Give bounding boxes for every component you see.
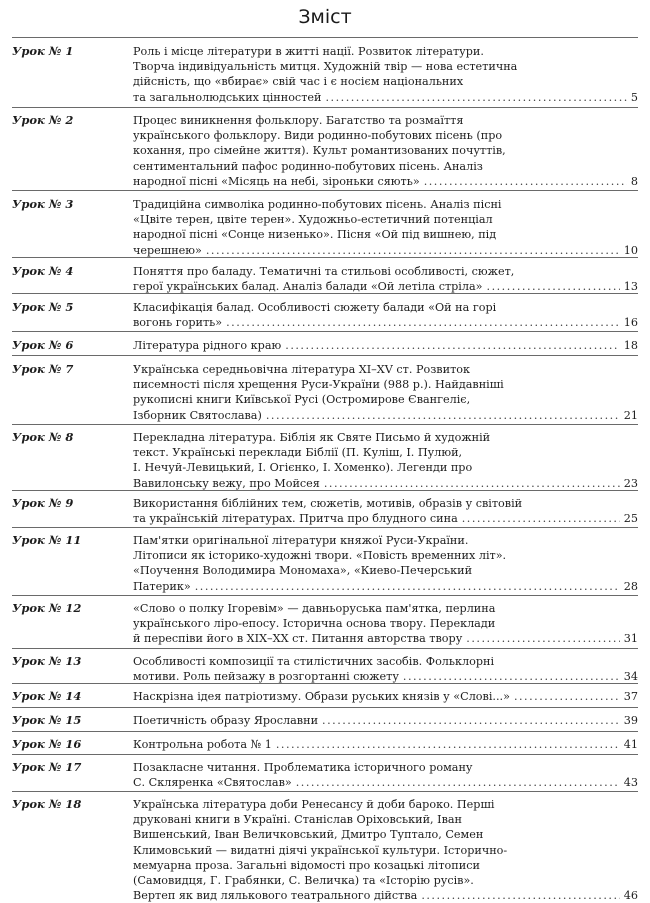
entry-line: Особливості композиції та стилістичних засобів. Фольклорні xyxy=(133,655,495,668)
entry-line: Процес виникнення фольклору. Багатство та розмаїття xyxy=(133,114,464,127)
dot-leader xyxy=(325,90,626,105)
entry-line xyxy=(133,476,638,491)
entry-line: Класифікація балад. Особливості сюжету балади «Ой на горі xyxy=(133,301,497,314)
dot-leader xyxy=(324,476,620,491)
entry-line: українського ліро-епосу. Історична основа твору. Переклади xyxy=(133,617,496,631)
entry-line: Перекладна література. Біблія як Святе Письмо й художній xyxy=(133,431,491,444)
lesson-number: Урок № 17 xyxy=(12,760,82,774)
entry-text: черешнею» xyxy=(133,243,202,257)
entry-line: Творча індивідуальність митця. Художній твір — нова естетична xyxy=(133,60,518,74)
dot-leader xyxy=(421,888,619,903)
entry-line xyxy=(133,689,638,704)
entry-line xyxy=(133,279,638,294)
entry-text: Література рідного краю xyxy=(133,339,282,352)
entry-line xyxy=(133,243,638,258)
entry-line: Вишенський, Іван Величковський, Дмитро Туптало, Семен xyxy=(133,828,484,842)
lesson-number: Урок № 4 xyxy=(12,264,74,278)
entry-text: Патерик» xyxy=(133,579,191,593)
entry-line xyxy=(133,174,638,189)
entry-text: та загальнолюдських цінностей xyxy=(133,90,322,104)
entry-line: писемності після хрещення Руси-України (988 р.). Найдавніші xyxy=(133,378,504,392)
lesson-number: Урок № 1 xyxy=(12,44,74,58)
separator-rule xyxy=(12,683,638,684)
entry-line: «Цвіте терен, цвіте терен». Художньо-естетичний потенціал xyxy=(133,213,493,227)
dot-leader xyxy=(206,243,620,258)
separator-rule xyxy=(12,707,638,708)
entry-line: Українська література доби Ренесансу й доби бароко. Перші xyxy=(133,798,495,811)
lesson-number: Урок № 11 xyxy=(12,533,82,547)
lesson-number: Урок № 2 xyxy=(12,113,74,127)
separator-rule xyxy=(12,424,638,425)
separator-rule xyxy=(12,595,638,596)
page-number[interactable]: 37 xyxy=(623,690,638,703)
page-number[interactable]: 41 xyxy=(623,738,638,751)
entry-line: «Слово о полку Ігоревім» — давньоруська пам'ятка, перлина xyxy=(133,602,496,615)
dot-leader xyxy=(403,669,620,684)
separator-rule xyxy=(12,490,638,491)
entry-line: Традиційна символіка родинно-побутових пісень. Аналіз пісні xyxy=(133,198,502,211)
separator-rule xyxy=(12,293,638,294)
entry-text: народної пісні «Місяць на небі, зіроньки сяють» xyxy=(133,174,420,188)
separator-rule xyxy=(12,791,638,792)
page-number[interactable]: 28 xyxy=(623,579,638,593)
entry-line xyxy=(133,511,638,526)
dot-leader xyxy=(424,174,627,189)
separator-rule xyxy=(12,107,638,108)
dot-leader xyxy=(285,338,619,353)
entry-line: І. Нечуй-Левицький, І. Огієнко, І. Хоменко). Легенди про xyxy=(133,461,473,475)
entry-line xyxy=(133,338,638,353)
entry-line: рукописні книги Київської Русі (Остромирове Євангеліє, xyxy=(133,393,471,407)
dot-leader xyxy=(226,315,620,330)
dot-leader xyxy=(276,737,620,752)
page-number[interactable]: 18 xyxy=(623,339,638,352)
entry-line: мемуарна проза. Загальні відомості про козацькі літописи xyxy=(133,858,480,872)
entry-line: Роль і місце літератури в житті нації. Розвиток літератури. xyxy=(133,45,484,58)
page-number[interactable]: 23 xyxy=(623,476,638,490)
separator-rule xyxy=(12,648,638,649)
entry-text: вогонь горить» xyxy=(133,316,223,330)
dot-leader xyxy=(462,511,620,526)
lesson-number: Урок № 9 xyxy=(12,496,74,510)
page-number[interactable]: 21 xyxy=(623,408,638,422)
entry-text: Наскрізна ідея патріотизму. Образи руських князів у «Слові...» xyxy=(133,690,510,703)
entry-line xyxy=(133,713,638,728)
lesson-number: Урок № 14 xyxy=(12,689,82,703)
lesson-number: Урок № 5 xyxy=(12,300,74,314)
lesson-number: Урок № 8 xyxy=(12,430,74,444)
page-title: Зміст xyxy=(298,6,352,28)
entry-line: народної пісні «Сонце низенько». Пісня «Ой під вишнею, під xyxy=(133,228,497,242)
separator-rule xyxy=(12,257,638,258)
entry-line: дійсність, що «вбирає» свій час і є носієм національних xyxy=(133,75,464,89)
separator-rule xyxy=(12,527,638,528)
entry-line: Використання біблійних тем, сюжетів, мотивів, образів у світовій xyxy=(133,497,523,510)
page-number[interactable]: 43 xyxy=(623,776,638,790)
lesson-number: Урок № 7 xyxy=(12,362,74,376)
page-number[interactable]: 10 xyxy=(623,243,638,257)
dot-leader xyxy=(466,631,619,646)
entry-line: Позакласне читання. Проблематика історичного роману xyxy=(133,761,473,774)
entry-text: Контрольна робота № 1 xyxy=(133,738,272,751)
entry-line: друковані книги в Україні. Станіслав Оріховський, Іван xyxy=(133,813,463,827)
page-number[interactable]: 13 xyxy=(623,280,638,294)
separator-rule xyxy=(12,754,638,755)
lesson-number: Урок № 13 xyxy=(12,654,82,668)
entry-line: Українська середньовічна література XI–XV ст. Розвиток xyxy=(133,363,470,376)
dot-leader xyxy=(322,713,620,728)
entry-line: Поняття про баладу. Тематичні та стильові особливості, сюжет, xyxy=(133,265,515,278)
entry-line xyxy=(133,737,638,752)
entry-text: й переспіви його в XIX–XX ст. Питання авторства твору xyxy=(133,632,463,646)
entry-text: Поетичність образу Ярославни xyxy=(133,714,319,727)
dot-leader xyxy=(514,689,620,704)
dot-leader xyxy=(195,579,620,594)
page-number[interactable]: 46 xyxy=(623,889,638,903)
separator-rule xyxy=(12,355,638,356)
separator-rule xyxy=(12,37,638,38)
entry-text: Вертеп як вид лялькового театрального дійства xyxy=(133,889,418,903)
lesson-number: Урок № 16 xyxy=(12,737,82,751)
entry-text: герої українських балад. Аналіз балади «Ой летіла стріла» xyxy=(133,280,483,294)
entry-line xyxy=(133,669,638,684)
page-number[interactable]: 34 xyxy=(623,670,638,684)
entry-line xyxy=(133,408,638,423)
lesson-number: Урок № 3 xyxy=(12,197,74,211)
entry-line xyxy=(133,90,638,105)
lesson-number: Урок № 12 xyxy=(12,601,82,615)
entry-line: кохання, про сімейне життя). Культ романтизованих почуттів, xyxy=(133,144,506,158)
entry-line xyxy=(133,631,638,646)
entry-line: «Поучення Володимира Мономаха», «Киево-Печерський xyxy=(133,564,473,578)
page-number[interactable]: 5 xyxy=(630,90,638,104)
entry-line xyxy=(133,888,638,903)
entry-line xyxy=(133,579,638,594)
entry-line: Пам'ятки оригінальної літератури княжої Руси-України. xyxy=(133,534,469,547)
entry-line: Літописи як історико-художні твори. «Повість временних літ». xyxy=(133,549,507,563)
entry-line: сентиментальний пафос родинно-побутових пісень. Аналіз xyxy=(133,159,483,173)
entry-line: Климовський — видатні діячі української культури. Історично- xyxy=(133,843,508,857)
entry-line xyxy=(133,315,638,330)
separator-rule xyxy=(12,731,638,732)
separator-rule xyxy=(12,190,638,191)
page-number[interactable]: 8 xyxy=(630,174,638,188)
entry-line xyxy=(133,775,638,790)
lesson-number: Урок № 15 xyxy=(12,713,82,727)
separator-rule xyxy=(12,331,638,332)
entry-line: текст. Українські переклади Біблії (П. Куліш, І. Пулюй, xyxy=(133,446,463,460)
entry-line: українського фольклору. Види родинно-побутових пісень (про xyxy=(133,129,503,143)
entry-text: мотиви. Роль пейзажу в розгортанні сюжету xyxy=(133,670,399,684)
page-number[interactable]: 39 xyxy=(623,714,638,727)
dot-leader xyxy=(296,775,620,790)
page-number[interactable]: 31 xyxy=(623,632,638,646)
dot-leader xyxy=(487,279,620,294)
dot-leader xyxy=(266,408,620,423)
lesson-number: Урок № 6 xyxy=(12,338,74,352)
page-number[interactable]: 25 xyxy=(623,512,638,526)
entry-text: Ізборник Святослава) xyxy=(133,408,262,422)
entry-text: Вавилонську вежу, про Мойсея xyxy=(133,476,320,490)
entry-line: (Самовидця, Г. Грабянки, С. Величка) та «Історію русів». xyxy=(133,874,474,887)
lesson-number: Урок № 18 xyxy=(12,797,82,811)
entry-text: С. Скляренка «Святослав» xyxy=(133,776,292,790)
page-number[interactable]: 16 xyxy=(623,316,638,330)
entry-text: та українській літературах. Притча про блудного сина xyxy=(133,512,458,526)
